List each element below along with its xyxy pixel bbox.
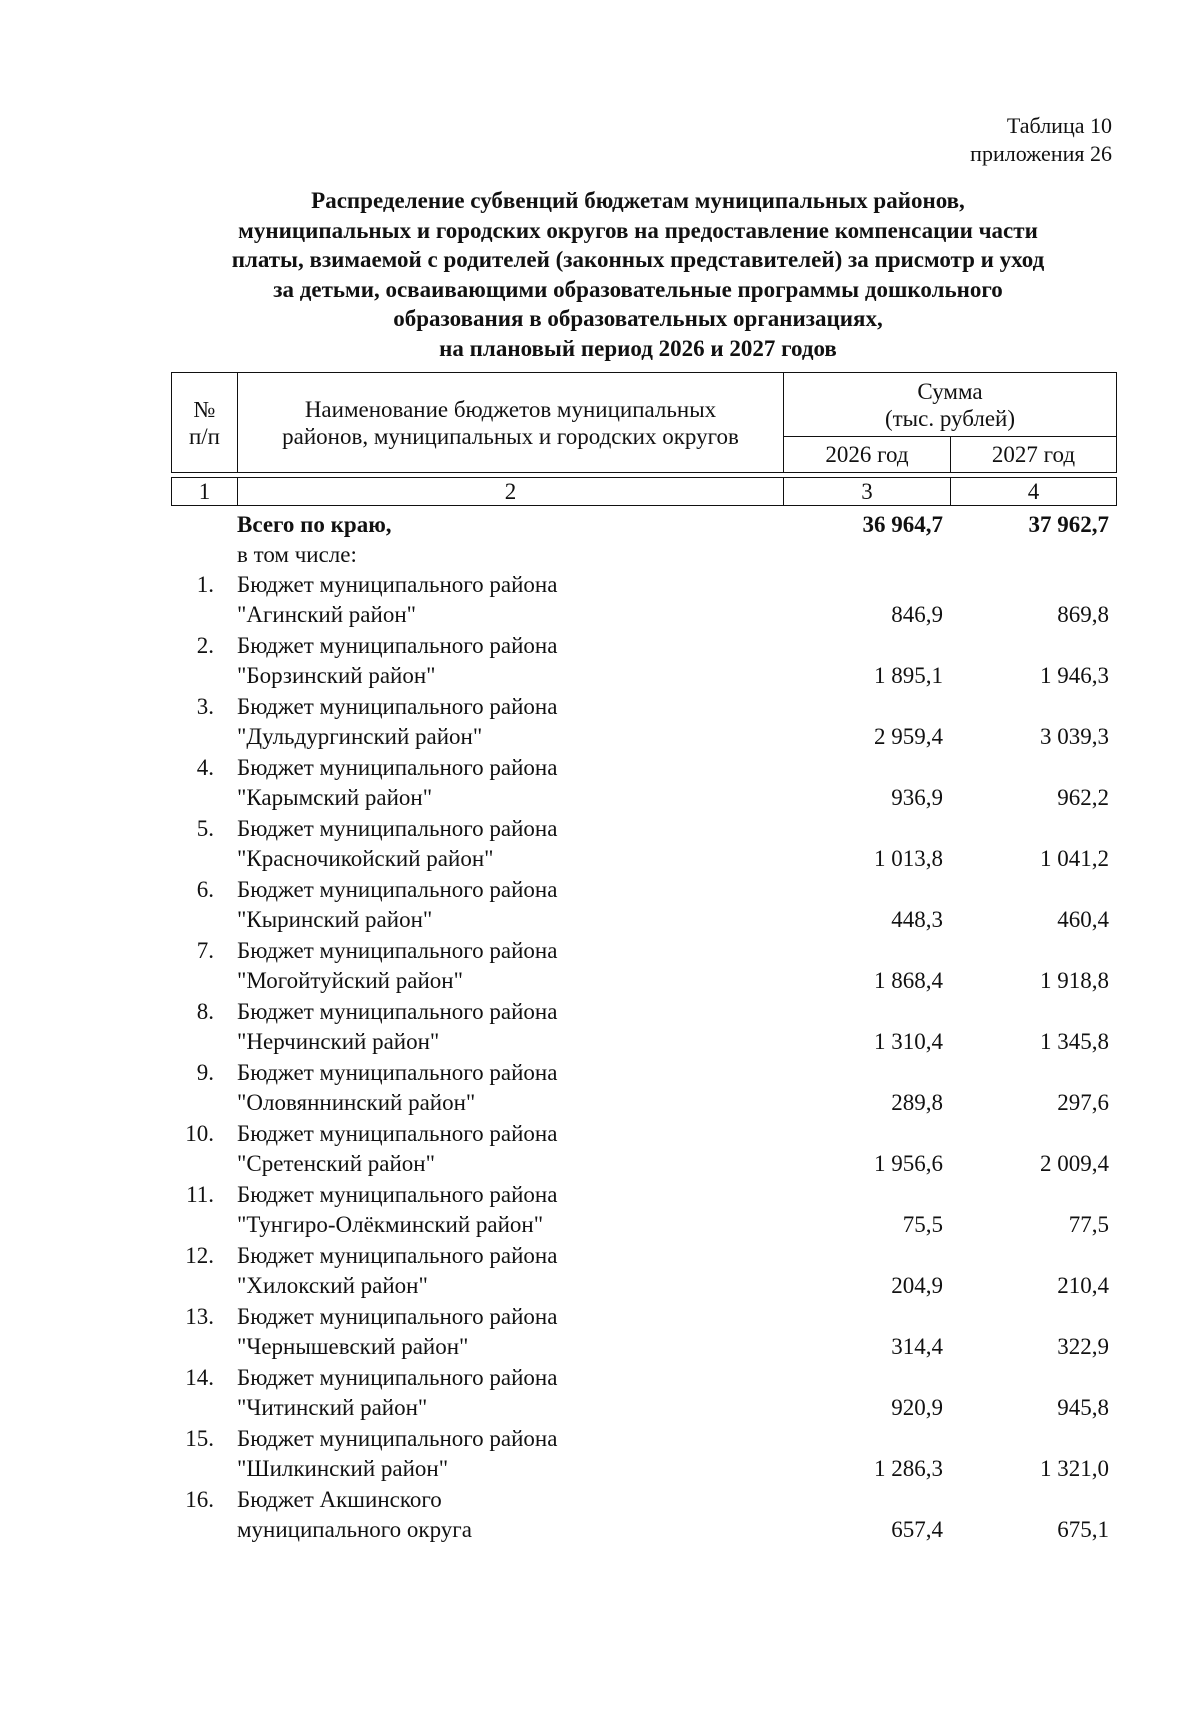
row-index: 15. [185,1426,214,1451]
table-row [0,1119,1200,1180]
row-name-line2: муниципального округа [237,1517,472,1542]
row-name-line1: Бюджет муниципального района [237,999,558,1024]
row-value-2027: 1 946,3 [1040,663,1109,688]
total-label: Всего по краю, [237,512,392,537]
row-value-2026: 846,9 [891,602,943,627]
row-name-line2: "Красночикойский район" [237,846,494,871]
including-row [0,540,1200,570]
row-index: 12. [185,1243,214,1268]
row-value-2026: 657,4 [891,1517,943,1542]
row-name-line2: "Нерчинский район" [237,1029,440,1054]
row-name-line1: Бюджет муниципального района [237,1243,558,1268]
column-number-row [171,477,1117,506]
row-value-2027: 322,9 [1057,1334,1109,1359]
title-line: за детьми, осваивающими образовательные программы дошкольного [273,276,1003,302]
row-name-line1: Бюджет муниципального района [237,816,558,841]
column-number: 4 [951,478,1117,506]
table-caption [970,112,1112,168]
total-row [0,510,1200,540]
caption-appendix: приложения 26 [970,141,1112,166]
row-name-line2: "Оловяннинский район" [237,1090,476,1115]
header-year-2026: 2026 год [784,437,951,473]
row-index: 10. [185,1121,214,1146]
table-row [0,1424,1200,1485]
title-line: на плановый период 2026 и 2027 годов [439,335,837,361]
row-name-line1: Бюджет муниципального района [237,877,558,902]
table-row [0,1241,1200,1302]
document-title [150,186,1126,363]
row-value-2027: 1 345,8 [1040,1029,1109,1054]
table-row [0,1363,1200,1424]
column-number: 1 [172,478,238,506]
row-value-2027: 460,4 [1057,907,1109,932]
row-name-line1: Бюджет муниципального района [237,1060,558,1085]
row-name-line2: "Борзинский район" [237,663,436,688]
row-index: 1. [196,572,214,597]
row-value-2026: 289,8 [891,1090,943,1115]
row-value-2027: 210,4 [1057,1273,1109,1298]
table-row [0,875,1200,936]
row-index: 3. [196,694,214,719]
row-name-line2: "Хилокский район" [237,1273,428,1298]
table-row [0,814,1200,875]
row-value-2027: 1 918,8 [1040,968,1109,993]
row-name-line1: Бюджет муниципального района [237,1426,558,1451]
row-value-2027: 962,2 [1057,785,1109,810]
total-2026: 36 964,7 [862,512,943,537]
row-value-2026: 2 959,4 [874,724,943,749]
title-line: муниципальных и городских округов на предоставление компенсации части [238,217,1038,243]
column-number: 2 [238,478,784,506]
row-name-line2: "Сретенский район" [237,1151,435,1176]
row-name-line1: Бюджет муниципального района [237,694,558,719]
table-row [0,753,1200,814]
row-index: 6. [196,877,214,902]
row-name-line1: Бюджет муниципального района [237,755,558,780]
row-name-line2: "Тунгиро-Олёкминский район" [237,1212,544,1237]
row-value-2027: 675,1 [1057,1517,1109,1542]
row-name-line2: "Карымский район" [237,785,433,810]
row-value-2027: 3 039,3 [1040,724,1109,749]
row-name-line1: Бюджет муниципального района [237,633,558,658]
row-value-2027: 297,6 [1057,1090,1109,1115]
row-value-2027: 2 009,4 [1040,1151,1109,1176]
row-name-line2: "Агинский район" [237,602,417,627]
row-name-line1: Бюджет муниципального района [237,1121,558,1146]
row-value-2026: 448,3 [891,907,943,932]
row-name-line1: Бюджет муниципального района [237,1182,558,1207]
row-value-2026: 1 956,6 [874,1151,943,1176]
row-value-2027: 869,8 [1057,602,1109,627]
header-name-line1: Наименование бюджетов муниципальных [304,396,717,422]
table-row [0,631,1200,692]
row-index: 7. [196,938,214,963]
row-name-line2: "Кыринский район" [237,907,433,932]
table-row [0,997,1200,1058]
row-value-2027: 945,8 [1057,1395,1109,1420]
row-value-2026: 204,9 [891,1273,943,1298]
column-number: 3 [784,478,951,506]
table-body [0,510,1200,1546]
row-index: 4. [196,755,214,780]
row-value-2026: 920,9 [891,1395,943,1420]
table-row [0,570,1200,631]
row-value-2026: 314,4 [891,1334,943,1359]
title-line: образования в образовательных организациях, [393,306,883,331]
header-sum-label: Сумма [917,378,983,404]
row-index: 2. [196,633,214,658]
row-value-2027: 1 321,0 [1040,1456,1109,1481]
total-2027: 37 962,7 [1028,512,1109,537]
row-index: 5. [196,816,214,841]
row-name-line2: "Читинский район" [237,1395,428,1420]
row-value-2027: 77,5 [1068,1212,1109,1237]
row-value-2026: 1 868,4 [874,968,943,993]
row-value-2026: 936,9 [891,785,943,810]
header-year-2027: 2027 год [951,437,1117,473]
header-name-line2: районов, муниципальных и городских округов [282,423,739,449]
header-name [238,373,784,473]
title-line: Распределение субвенций бюджетам муниципальных районов, [311,188,965,213]
row-name-line1: Бюджет муниципального района [237,1304,558,1329]
including-label: в том числе: [237,542,357,567]
title-line: платы, взимаемой с родителей (законных представителей) за присмотр и уход [231,247,1045,272]
row-index: 11. [186,1182,214,1207]
table-row [0,1180,1200,1241]
table-row [0,936,1200,997]
row-name-line1: Бюджет Акшинского [237,1487,442,1512]
table-row [0,1058,1200,1119]
row-name-line2: "Шилкинский район" [237,1456,449,1481]
row-value-2026: 75,5 [902,1212,943,1237]
row-index: 13. [185,1304,214,1329]
header-number-abbr: п/п [188,423,220,449]
caption-table-number: Таблица 10 [1006,113,1112,138]
table-header [171,372,1117,473]
row-name-line2: "Дульдургинский район" [237,724,483,749]
row-index: 14. [185,1365,214,1390]
row-value-2026: 1 286,3 [874,1456,943,1481]
row-index: 8. [196,999,214,1024]
row-value-2026: 1 013,8 [874,846,943,871]
row-value-2026: 1 310,4 [874,1029,943,1054]
header-sum [784,373,1117,437]
header-sum-unit: (тыс. рублей) [884,405,1016,431]
table-row [0,692,1200,753]
table-row [0,1485,1200,1546]
row-index: 9. [196,1060,214,1085]
header-number-sign: № [193,396,216,422]
header-number [172,373,238,473]
row-name-line1: Бюджет муниципального района [237,572,558,597]
budget-rows [0,570,1200,1546]
row-name-line1: Бюджет муниципального района [237,938,558,963]
row-value-2027: 1 041,2 [1040,846,1109,871]
row-index: 16. [185,1487,214,1512]
row-name-line1: Бюджет муниципального района [237,1365,558,1390]
row-value-2026: 1 895,1 [874,663,943,688]
table-row [0,1302,1200,1363]
row-name-line2: "Могойтуйский район" [237,968,463,993]
row-name-line2: "Чернышевский район" [237,1334,469,1359]
